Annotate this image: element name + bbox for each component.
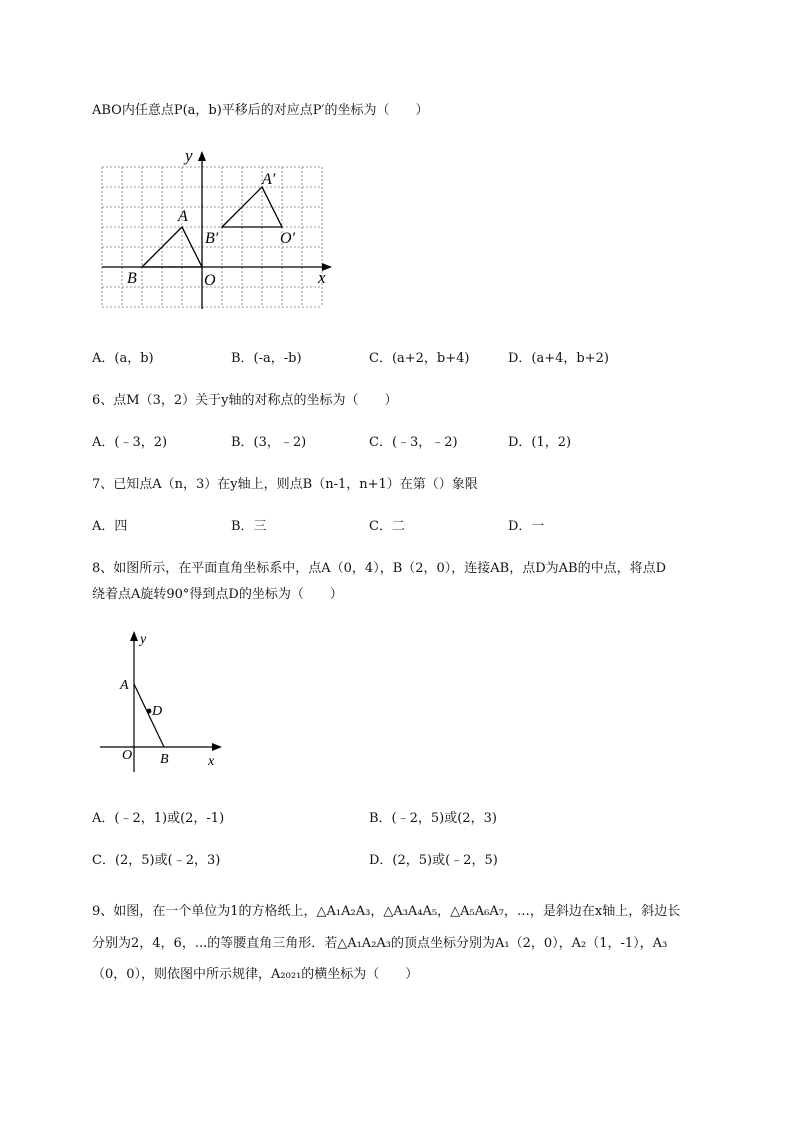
point-D bbox=[147, 709, 152, 714]
q5-stem: ABO内任意点P(a，b)平移后的对应点P′的坐标为（ ） bbox=[92, 103, 429, 118]
svg-text:x: x bbox=[208, 754, 215, 769]
q7-option-d[interactable]: D．一 bbox=[508, 519, 545, 534]
q8-stem-line1: 8、如图所示，在平面直角坐标系中，点A（0，4），B（2，0），连接AB，点D为AB的中点，将点D bbox=[92, 561, 667, 576]
q5-figure bbox=[92, 145, 342, 315]
q6-option-c[interactable]: C．(﹣3，﹣2) bbox=[369, 435, 458, 450]
q5-option-a[interactable]: A．(a，b) bbox=[92, 351, 154, 366]
q5-option-b[interactable]: B．(-a，-b) bbox=[231, 351, 302, 366]
svg-text:A: A bbox=[120, 678, 129, 693]
svg-text:x: x bbox=[318, 268, 326, 287]
svg-text:A′: A′ bbox=[262, 171, 276, 188]
svg-text:A: A bbox=[178, 208, 188, 225]
svg-text:y: y bbox=[140, 632, 147, 647]
q6-option-b[interactable]: B．(3，﹣2) bbox=[231, 435, 307, 450]
q8-option-a[interactable]: A．(﹣2，1)或(2，-1) bbox=[92, 811, 225, 826]
svg-text:O: O bbox=[122, 748, 133, 763]
svg-text:D: D bbox=[152, 704, 163, 719]
q7-option-a[interactable]: A．四 bbox=[92, 519, 128, 534]
q8-option-c[interactable]: C．(2，5)或(﹣2，3) bbox=[92, 853, 221, 868]
q8-option-b[interactable]: B．(﹣2，5)或(2，3) bbox=[369, 811, 497, 826]
q7-option-b[interactable]: B．三 bbox=[231, 519, 267, 534]
q6-option-a[interactable]: A．(﹣3，2) bbox=[92, 435, 168, 450]
q6-stem: 6、点M（3，2）关于y轴的对称点的坐标为（ ） bbox=[92, 393, 398, 408]
svg-text:O′: O′ bbox=[280, 230, 296, 247]
q8-figure bbox=[92, 627, 232, 772]
svg-text:B: B bbox=[127, 270, 137, 287]
svg-text:B: B bbox=[160, 752, 169, 767]
q8-option-d[interactable]: D．(2，5)或(﹣2，5) bbox=[369, 853, 498, 868]
q8-stem-line2: 绕着点A旋转90°得到点D的坐标为（ ） bbox=[92, 587, 343, 602]
q7-stem: 7、已知点A（n，3）在y轴上，则点B（n-1，n+1）在第（）象限 bbox=[92, 477, 478, 492]
svg-text:y: y bbox=[185, 146, 193, 165]
q6-option-d[interactable]: D．(1，2) bbox=[508, 435, 572, 450]
q9-stem-line1: 9、如图，在一个单位为1的方格纸上，△A₁A₂A₃，△A₃A₄A₅，△A₅A₆A₇，…，是斜边在x轴上，斜边长 bbox=[92, 904, 681, 919]
svg-text:B′: B′ bbox=[205, 230, 219, 247]
q5-option-c[interactable]: C．(a+2，b+4) bbox=[369, 351, 470, 366]
svg-text:O: O bbox=[204, 272, 216, 289]
q9-stem-line3: （0，0），则依图中所示规律，A₂₀₂₁的横坐标为（ ） bbox=[92, 967, 419, 982]
q9-stem-line2: 分别为2，4，6，...的等腰直角三角形．若△A₁A₂A₃的顶点坐标分别为A₁（2，0），A₂（1，-1），A₃ bbox=[92, 936, 668, 951]
q5-option-d[interactable]: D．(a+4，b+2) bbox=[508, 351, 609, 366]
q7-option-c[interactable]: C．二 bbox=[369, 519, 405, 534]
